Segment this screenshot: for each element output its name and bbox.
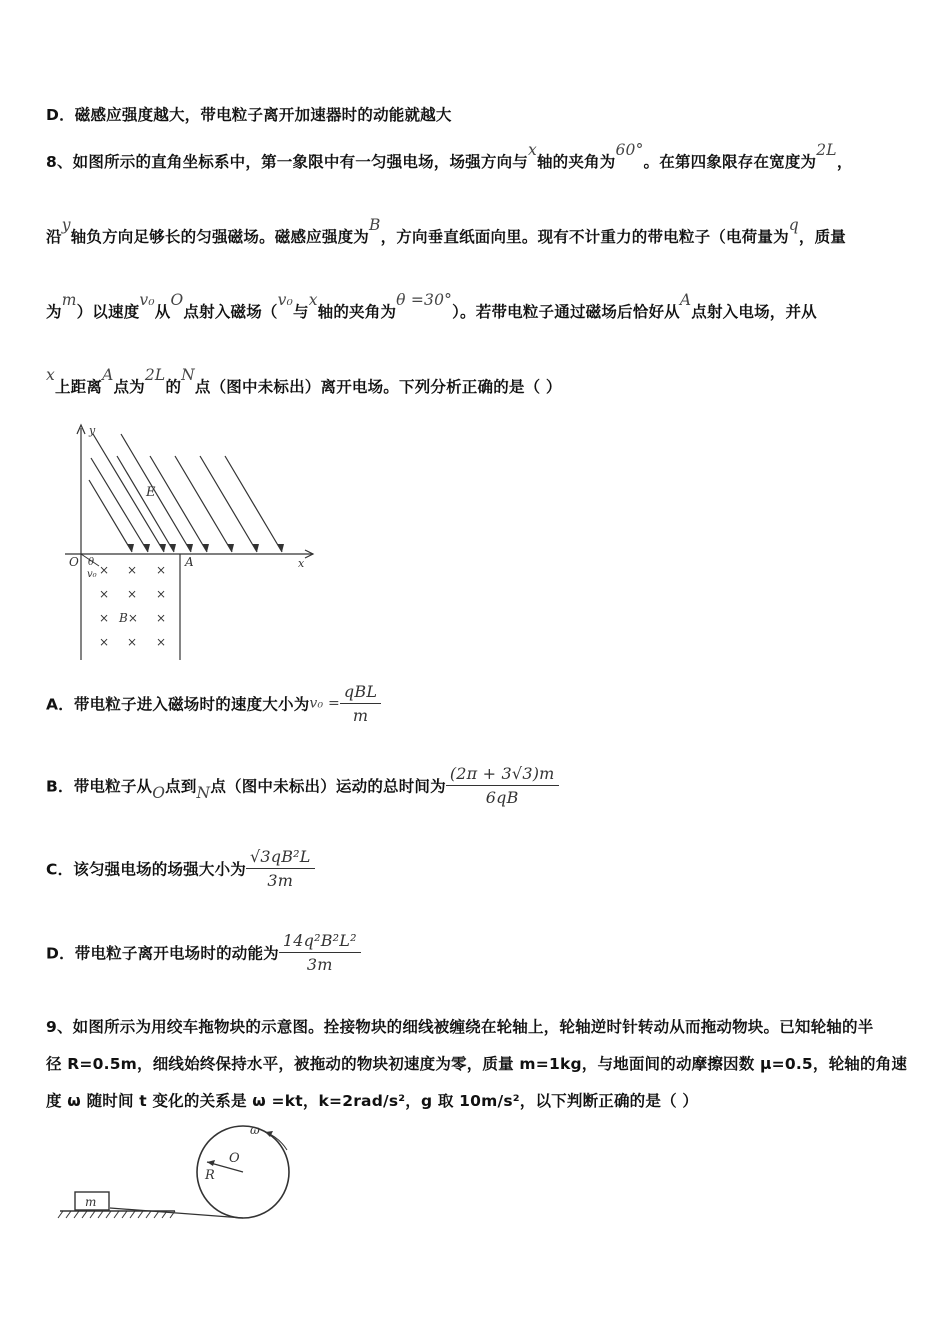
- text: 轴的夹角为: [317, 303, 397, 321]
- denominator: 3m: [267, 871, 294, 890]
- text: 点（图中未标出）运动的总时间为: [210, 777, 446, 796]
- math-2L: 2L: [144, 366, 166, 384]
- text: 的: [165, 378, 182, 396]
- math-N: N: [181, 366, 195, 384]
- math-x: x: [308, 291, 318, 309]
- label-m: m: [85, 1195, 97, 1209]
- text: 为: [46, 303, 62, 321]
- field-lines: [89, 434, 282, 552]
- denominator: m: [352, 706, 369, 725]
- cross: ×: [99, 587, 110, 601]
- cross: ×: [156, 563, 167, 577]
- cross: ×: [156, 635, 167, 649]
- label-v0: v₀: [87, 569, 97, 580]
- q8-option-b: [46, 764, 559, 807]
- label-O: O: [69, 555, 79, 569]
- math-A: A: [102, 366, 114, 384]
- fraction: [279, 931, 361, 974]
- q9-line-3: 度 ω 随时间 t 变化的关系是 ω =kt，k=2rad/s²，g 取 10m/s²，以下判断正确的是（ ）: [46, 1092, 699, 1110]
- math-B: B: [368, 216, 381, 234]
- text: 从: [154, 303, 171, 321]
- text: 点为: [113, 378, 145, 396]
- q8-line-4: [46, 366, 562, 397]
- fraction: [446, 764, 559, 807]
- text: ，方向垂直纸面向里。现有不计重力的带电粒子（电荷量为: [380, 228, 789, 246]
- label-O: O: [229, 1151, 240, 1166]
- text: ）。若带电粒子通过磁场后恰好从: [452, 303, 680, 321]
- math-q: q: [788, 216, 799, 234]
- math-x: x: [528, 141, 537, 159]
- cross: ×: [99, 635, 110, 649]
- label-E: E: [146, 485, 156, 500]
- magnetic-crosses: [99, 563, 166, 649]
- text: 点射入磁场（: [183, 303, 278, 321]
- label-x: x: [298, 557, 305, 570]
- math-m: m: [61, 291, 77, 309]
- q8-option-a: [46, 682, 381, 725]
- numerator: 14q²B²L²: [279, 931, 361, 953]
- math-y: y: [61, 216, 71, 234]
- cross: ×: [127, 587, 138, 601]
- math-theta: θ =30°: [396, 291, 453, 309]
- text: D．带电粒子离开电场时的动能为: [46, 944, 279, 963]
- text: 点到: [165, 777, 197, 796]
- fraction: [246, 847, 315, 890]
- math-v0: v₀: [277, 291, 293, 309]
- label-y: y: [89, 424, 96, 437]
- math-N: N: [196, 784, 211, 802]
- text: 。在第四象限存在宽度为: [643, 153, 817, 171]
- text: C．该匀强电场的场强大小为: [46, 860, 246, 879]
- numerator: (2π + 3√3)m: [446, 764, 559, 786]
- math-2L: 2L: [816, 141, 837, 159]
- q8-line-1: [46, 141, 853, 172]
- math-O: O: [152, 784, 166, 802]
- text: A．带电粒子进入磁场时的速度大小为: [46, 695, 310, 714]
- text: 与: [293, 303, 309, 321]
- radius-arrowhead: [207, 1160, 215, 1166]
- label-R: R: [205, 1168, 215, 1183]
- math-x: x: [46, 366, 55, 384]
- math-O: O: [170, 291, 184, 309]
- cross: ×: [156, 611, 167, 625]
- denominator: 3m: [306, 955, 333, 974]
- label-theta: θ: [88, 557, 95, 568]
- fraction: [340, 682, 381, 725]
- q8-field-diagram: [55, 420, 325, 665]
- text: 8、如图所示的直角坐标系中，第一象限中有一匀强电场，场强方向与: [46, 153, 528, 171]
- numerator: qBL: [340, 682, 381, 704]
- text: 沿: [46, 228, 62, 246]
- q8-line-2: [46, 216, 847, 247]
- math-v0: v₀: [139, 291, 155, 309]
- text: 轴的夹角为: [536, 153, 616, 171]
- label-B: B×: [119, 611, 138, 625]
- cross: ×: [99, 563, 110, 577]
- q7-option-d: D．磁感应强度越大，带电粒子离开加速器时的动能就越大: [46, 106, 452, 124]
- label-omega: ω: [250, 1123, 260, 1137]
- math-v0-eq: v₀ =: [309, 695, 340, 712]
- q8-option-d: [46, 931, 361, 974]
- text: 点（图中未标出）离开电场。下列分析正确的是（ ）: [194, 378, 562, 396]
- text: ）以速度: [76, 303, 140, 321]
- cross: ×: [99, 611, 110, 625]
- numerator: √3qB²L: [246, 847, 315, 869]
- cross: ×: [127, 563, 138, 577]
- cross: ×: [127, 635, 138, 649]
- text: ，质量: [798, 228, 847, 246]
- text: 点射入电场，并从: [691, 303, 817, 321]
- math-A: A: [679, 291, 692, 309]
- text: 上距离: [54, 378, 103, 396]
- q9-line-2: 径 R=0.5m，细线始终保持水平，被拖动的物块初速度为零，质量 m=1kg，与地面间的动摩擦因数 μ=0.5，轮轴的角速: [46, 1055, 908, 1073]
- text: B．带电粒子从: [46, 777, 153, 796]
- q9-winch-diagram: [55, 1120, 305, 1225]
- denominator: 6qB: [485, 788, 519, 807]
- q8-option-c: [46, 847, 315, 890]
- text: 轴负方向足够长的匀强磁场。磁感应强度为: [70, 228, 369, 246]
- q8-line-3: [46, 291, 817, 322]
- cross: ×: [156, 587, 167, 601]
- q9-line-1: 9、如图所示为用绞车拖物块的示意图。拴接物块的细线被缠绕在轮轴上，轮轴逆时针转动从而拖动物块。已知轮轴的半: [46, 1018, 874, 1036]
- field-arrowheads: [127, 544, 284, 552]
- math-60deg: 60°: [615, 141, 644, 159]
- label-A: A: [185, 555, 194, 569]
- text: ，: [836, 153, 853, 171]
